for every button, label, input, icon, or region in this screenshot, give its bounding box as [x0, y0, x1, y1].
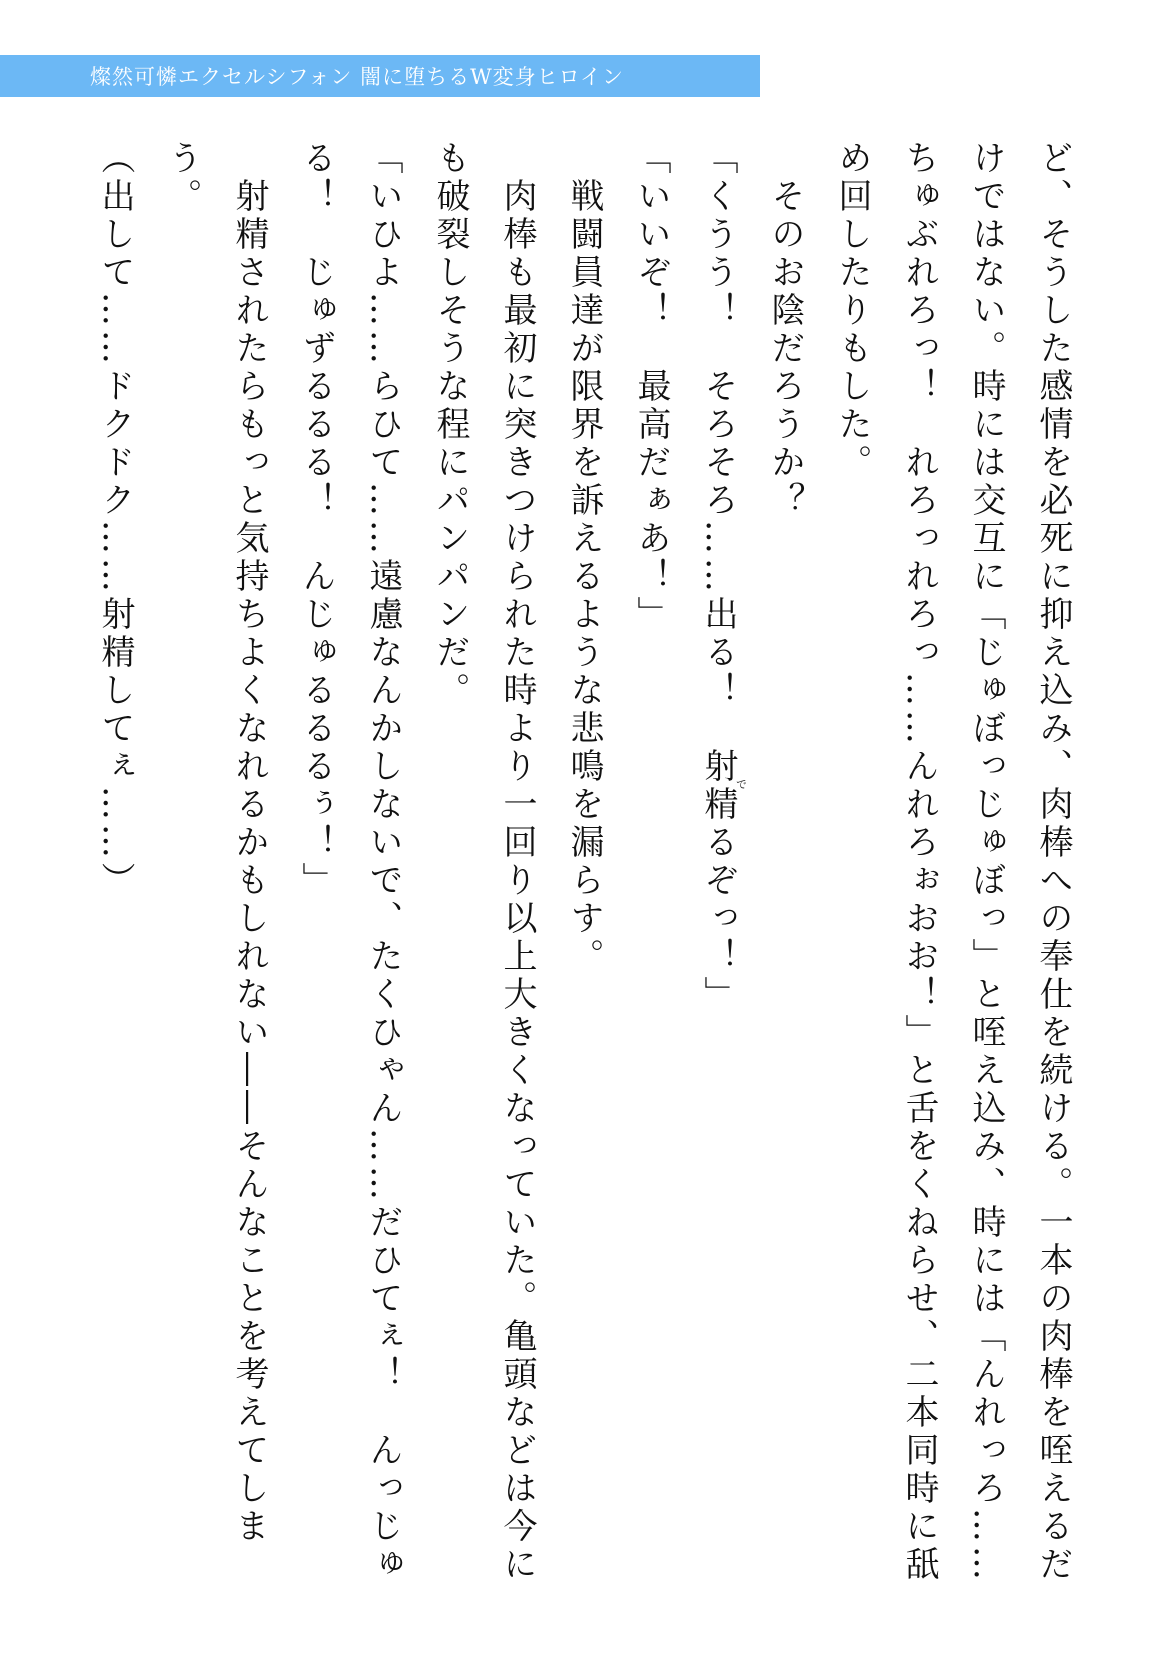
book-title: 燦然可憐エクセルシフォン 闇に堕ちるW変身ヒロイン [90, 65, 625, 89]
paragraph: 「いひよ……らひて……遠慮なんかしないで、たくひゃん……だひてぇ！ んっじゅる！ じゅずるるる！ んじゅるるるぅ！」 [296, 140, 403, 1584]
paragraph: （出して……ドクドク……射精してぇ……） [95, 140, 135, 900]
paragraph: 射精されたらもっと気持ちよくなれるかもしれない――そんなことを考えてしまう。 [162, 140, 269, 1546]
paragraph: そのお陰だろうか？ [765, 140, 805, 520]
paragraph: ど、そうした感情を必死に抑え込み、肉棒への奉仕を続ける。一本の肉棒を咥えるだけではない。時には交互に「じゅぼっじゅぼっ」と咥え込み、時には「んれっろ……ちゅぶれろっ！ れろっれろっ……んれろぉおお！」と舌をくねらせ、二本同時に舐め回したりもした。 [832, 140, 1073, 1584]
paragraph: 戦闘員達が限界を訴えるような悲鳴を漏らす。 [564, 140, 604, 976]
ruby-base: 射精 [698, 748, 738, 824]
ruby-annotation [698, 748, 748, 824]
header-bar [0, 55, 760, 97]
paragraph: 「くうう！ そろそろ……出る！ 射精でるぞっ！」 [698, 140, 748, 1014]
paragraph: 「いいぞ！ 最高だぁあ！」 [631, 140, 671, 634]
text-body [86, 140, 1086, 1620]
ruby-reading: で [734, 748, 748, 824]
paragraph: 肉棒も最初に突きつけられた時より一回り以上大きくなっていた。亀頭などは今にも破裂しそうな程にパンパンだ。 [430, 140, 537, 1584]
